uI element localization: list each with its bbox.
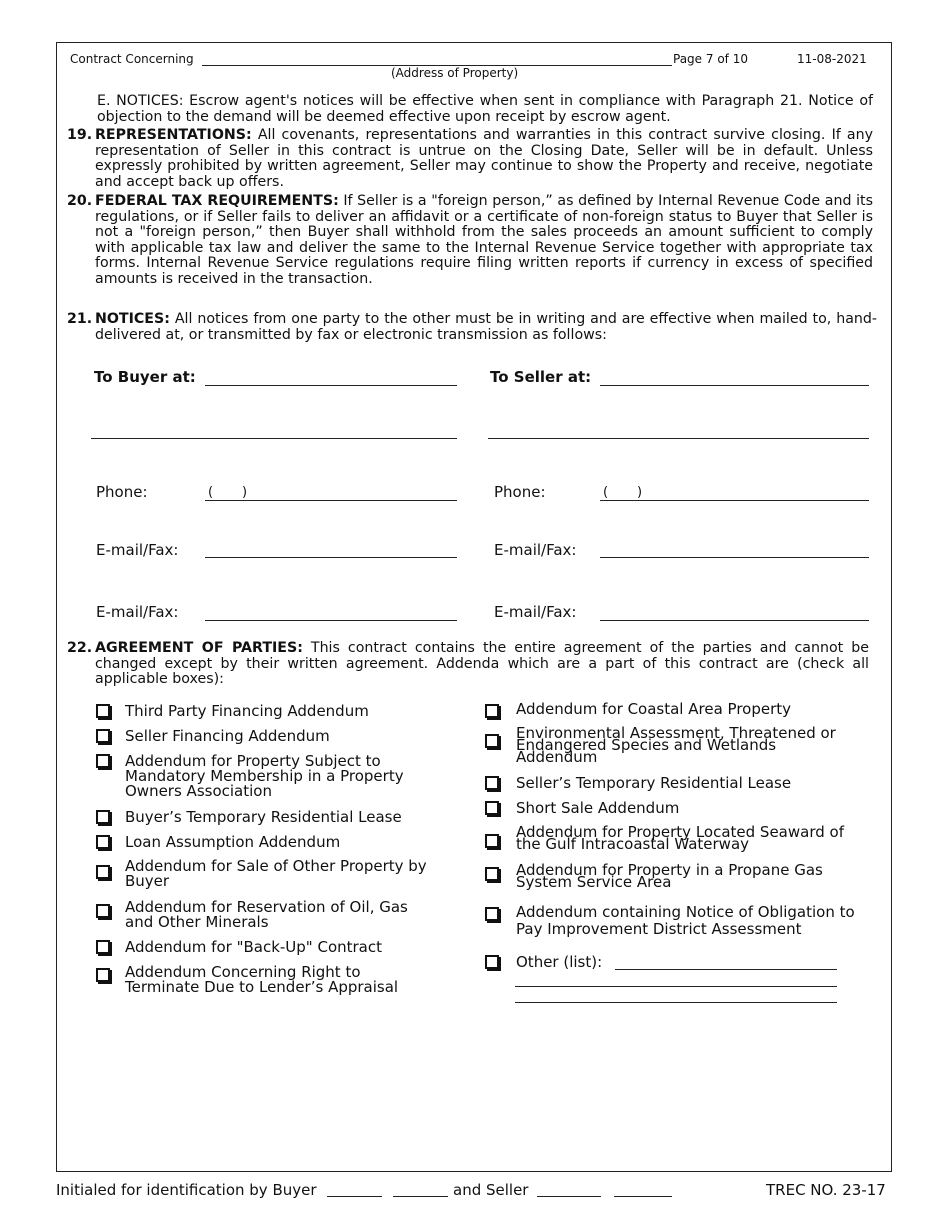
seller-initial-field-1[interactable] (537, 1196, 601, 1197)
label-sale-other-property: Addendum for Sale of Other Property by Buyer (125, 857, 427, 890)
section-21-title: NOTICES: (95, 311, 170, 327)
label-buyer-temp-lease: Buyer’s Temporary Residential Lease (125, 808, 402, 826)
buyer-email-fax-label-1: E-mail/Fax: (96, 541, 179, 559)
contract-concerning-label: Contract Concerning (70, 52, 194, 66)
label-seller-temp-lease: Seller’s Temporary Residential Lease (516, 774, 792, 792)
checkbox-third-party-financing[interactable] (96, 704, 110, 718)
seller-email-fax-label-1: E-mail/Fax: (494, 541, 577, 559)
label-lender-appraisal: Addendum Concerning Right to Terminate Due to Lender’s Appraisal (125, 963, 399, 996)
label-loan-assumption: Loan Assumption Addendum (125, 833, 341, 851)
section-19-title: REPRESENTATIONS: (95, 127, 252, 143)
label-environmental: Environmental Assessment, Threatened or Endangered Species and Wetlands Addendum (516, 724, 836, 766)
label-propane-gas: Addendum for Property in a Propane Gas System Service Area (516, 861, 823, 891)
seller-email-fax-label-2: E-mail/Fax: (494, 603, 577, 621)
buyer-email-fax-field-1[interactable] (205, 557, 457, 558)
form-date: 11-08-2021 (797, 52, 867, 66)
seller-initial-field-2[interactable] (614, 1196, 672, 1197)
section-21-number: 21. (67, 311, 93, 327)
section-22-text: This contract contains the entire agreement of the parties and cannot be changed except by their written agreement. Addenda which are a part of this contract are (check all applicable boxes): (95, 640, 869, 688)
section-22-number: 22. (67, 640, 93, 656)
section-19-text: All covenants, representations and warranties in this contract survive closing. If any representation of Seller in this contract is untrue on the Closing Date, Seller will be in default. Unless expressly prohibited by written agreement, Seller may continue to show the Property and receive, negotiate and accept back up offers. (95, 127, 873, 190)
checkbox-short-sale[interactable] (485, 801, 499, 815)
checkbox-other[interactable] (485, 955, 499, 969)
to-buyer-label: To Buyer at: (94, 368, 196, 386)
buyer-initial-field-1[interactable] (327, 1196, 382, 1197)
section-19-number: 19. (67, 127, 93, 143)
section-20-number: 20. (67, 193, 93, 209)
other-list-field-3[interactable] (515, 1002, 837, 1003)
escrow-notices-text: E. NOTICES: Escrow agent's notices will be effective when sent in compliance with Paragraph 21. Notice of objection to the demand will be deemed effective upon receipt by escrow agent. (97, 93, 873, 125)
checkbox-sale-other-property[interactable] (96, 865, 110, 879)
buyer-address-field-1[interactable] (205, 385, 457, 386)
checkbox-lender-appraisal[interactable] (96, 968, 110, 982)
label-seaward: Addendum for Property Located Seaward of the Gulf Intracoastal Waterway (516, 823, 844, 853)
seller-email-fax-field-1[interactable] (600, 557, 869, 558)
section-19-paragraph (95, 128, 873, 190)
form-number: TREC NO. 23-17 (766, 1181, 886, 1199)
checkbox-seller-financing[interactable] (96, 729, 110, 743)
section-20-title: FEDERAL TAX REQUIREMENTS: (95, 193, 339, 209)
section-22-paragraph (95, 641, 869, 688)
buyer-phone-field[interactable] (205, 500, 457, 501)
section-20-text: If Seller is a "foreign person,” as defined by Internal Revenue Code and its regulations, or if Seller fails to deliver an affidavit or a certificate of non-foreign status to Buyer that Seller is not a "foreign person,” then Buyer shall withhold from the sales proceeds an amount sufficient to comply with applicable tax law and deliver the same to the Internal Revenue Service together with appropriate tax forms. Internal Revenue Service regulations require filing written reports if currency in excess of specified amounts is received in the transaction. (95, 193, 873, 287)
label-seller-financing: Seller Financing Addendum (125, 727, 330, 745)
initialed-label: Initialed for identification by Buyer (56, 1181, 317, 1199)
label-oil-gas-minerals: Addendum for Reservation of Oil, Gas and Other Minerals (125, 898, 408, 931)
checkbox-oil-gas-minerals[interactable] (96, 904, 110, 918)
checkbox-buyer-temp-lease[interactable] (96, 810, 110, 824)
checkbox-back-up-contract[interactable] (96, 940, 110, 954)
to-seller-label: To Seller at: (490, 368, 592, 386)
seller-email-fax-field-2[interactable] (600, 620, 869, 621)
section-20-paragraph (95, 194, 873, 288)
address-caption: (Address of Property) (391, 66, 519, 80)
buyer-email-fax-field-2[interactable] (205, 620, 457, 621)
section-21-paragraph (95, 312, 877, 343)
label-improvement-district: Addendum containing Notice of Obligation to Pay Improvement District Assessment (516, 903, 855, 938)
buyer-initial-field-2[interactable] (393, 1196, 448, 1197)
checkbox-seaward[interactable] (485, 834, 499, 848)
seller-phone-area-code: ( ) (603, 485, 643, 500)
buyer-phone-area-code: ( ) (208, 485, 248, 500)
checkbox-poa-membership[interactable] (96, 754, 110, 768)
seller-address-field-1[interactable] (600, 385, 869, 386)
section-21-text: All notices from one party to the other must be in writing and are effective when mailed to, hand-delivered at, or transmitted by fax or electronic transmission as follows: (95, 311, 877, 343)
and-seller-label: and Seller (453, 1181, 529, 1199)
other-list-field-1[interactable] (615, 969, 837, 970)
checkbox-environmental[interactable] (485, 734, 499, 748)
escrow-notices-paragraph (97, 94, 873, 125)
section-22-title: AGREEMENT OF PARTIES: (95, 640, 303, 656)
page-number: Page 7 of 10 (673, 52, 748, 66)
buyer-address-field-2[interactable] (91, 438, 457, 439)
checkbox-loan-assumption[interactable] (96, 835, 110, 849)
checkbox-propane-gas[interactable] (485, 867, 499, 881)
checkbox-improvement-district[interactable] (485, 907, 499, 921)
label-other: Other (list): (516, 953, 603, 971)
seller-phone-field[interactable] (600, 500, 869, 501)
other-list-field-2[interactable] (515, 986, 837, 987)
checkbox-seller-temp-lease[interactable] (485, 776, 499, 790)
buyer-phone-label: Phone: (96, 483, 148, 501)
label-third-party-financing: Third Party Financing Addendum (125, 702, 369, 720)
seller-phone-label: Phone: (494, 483, 546, 501)
label-short-sale: Short Sale Addendum (516, 799, 680, 817)
label-coastal-area: Addendum for Coastal Area Property (516, 700, 792, 718)
label-poa-membership: Addendum for Property Subject to Mandatory Membership in a Property Owners Association (125, 752, 404, 800)
seller-address-field-2[interactable] (488, 438, 869, 439)
checkbox-coastal-area[interactable] (485, 704, 499, 718)
label-back-up-contract: Addendum for "Back-Up" Contract (125, 938, 382, 956)
buyer-email-fax-label-2: E-mail/Fax: (96, 603, 179, 621)
